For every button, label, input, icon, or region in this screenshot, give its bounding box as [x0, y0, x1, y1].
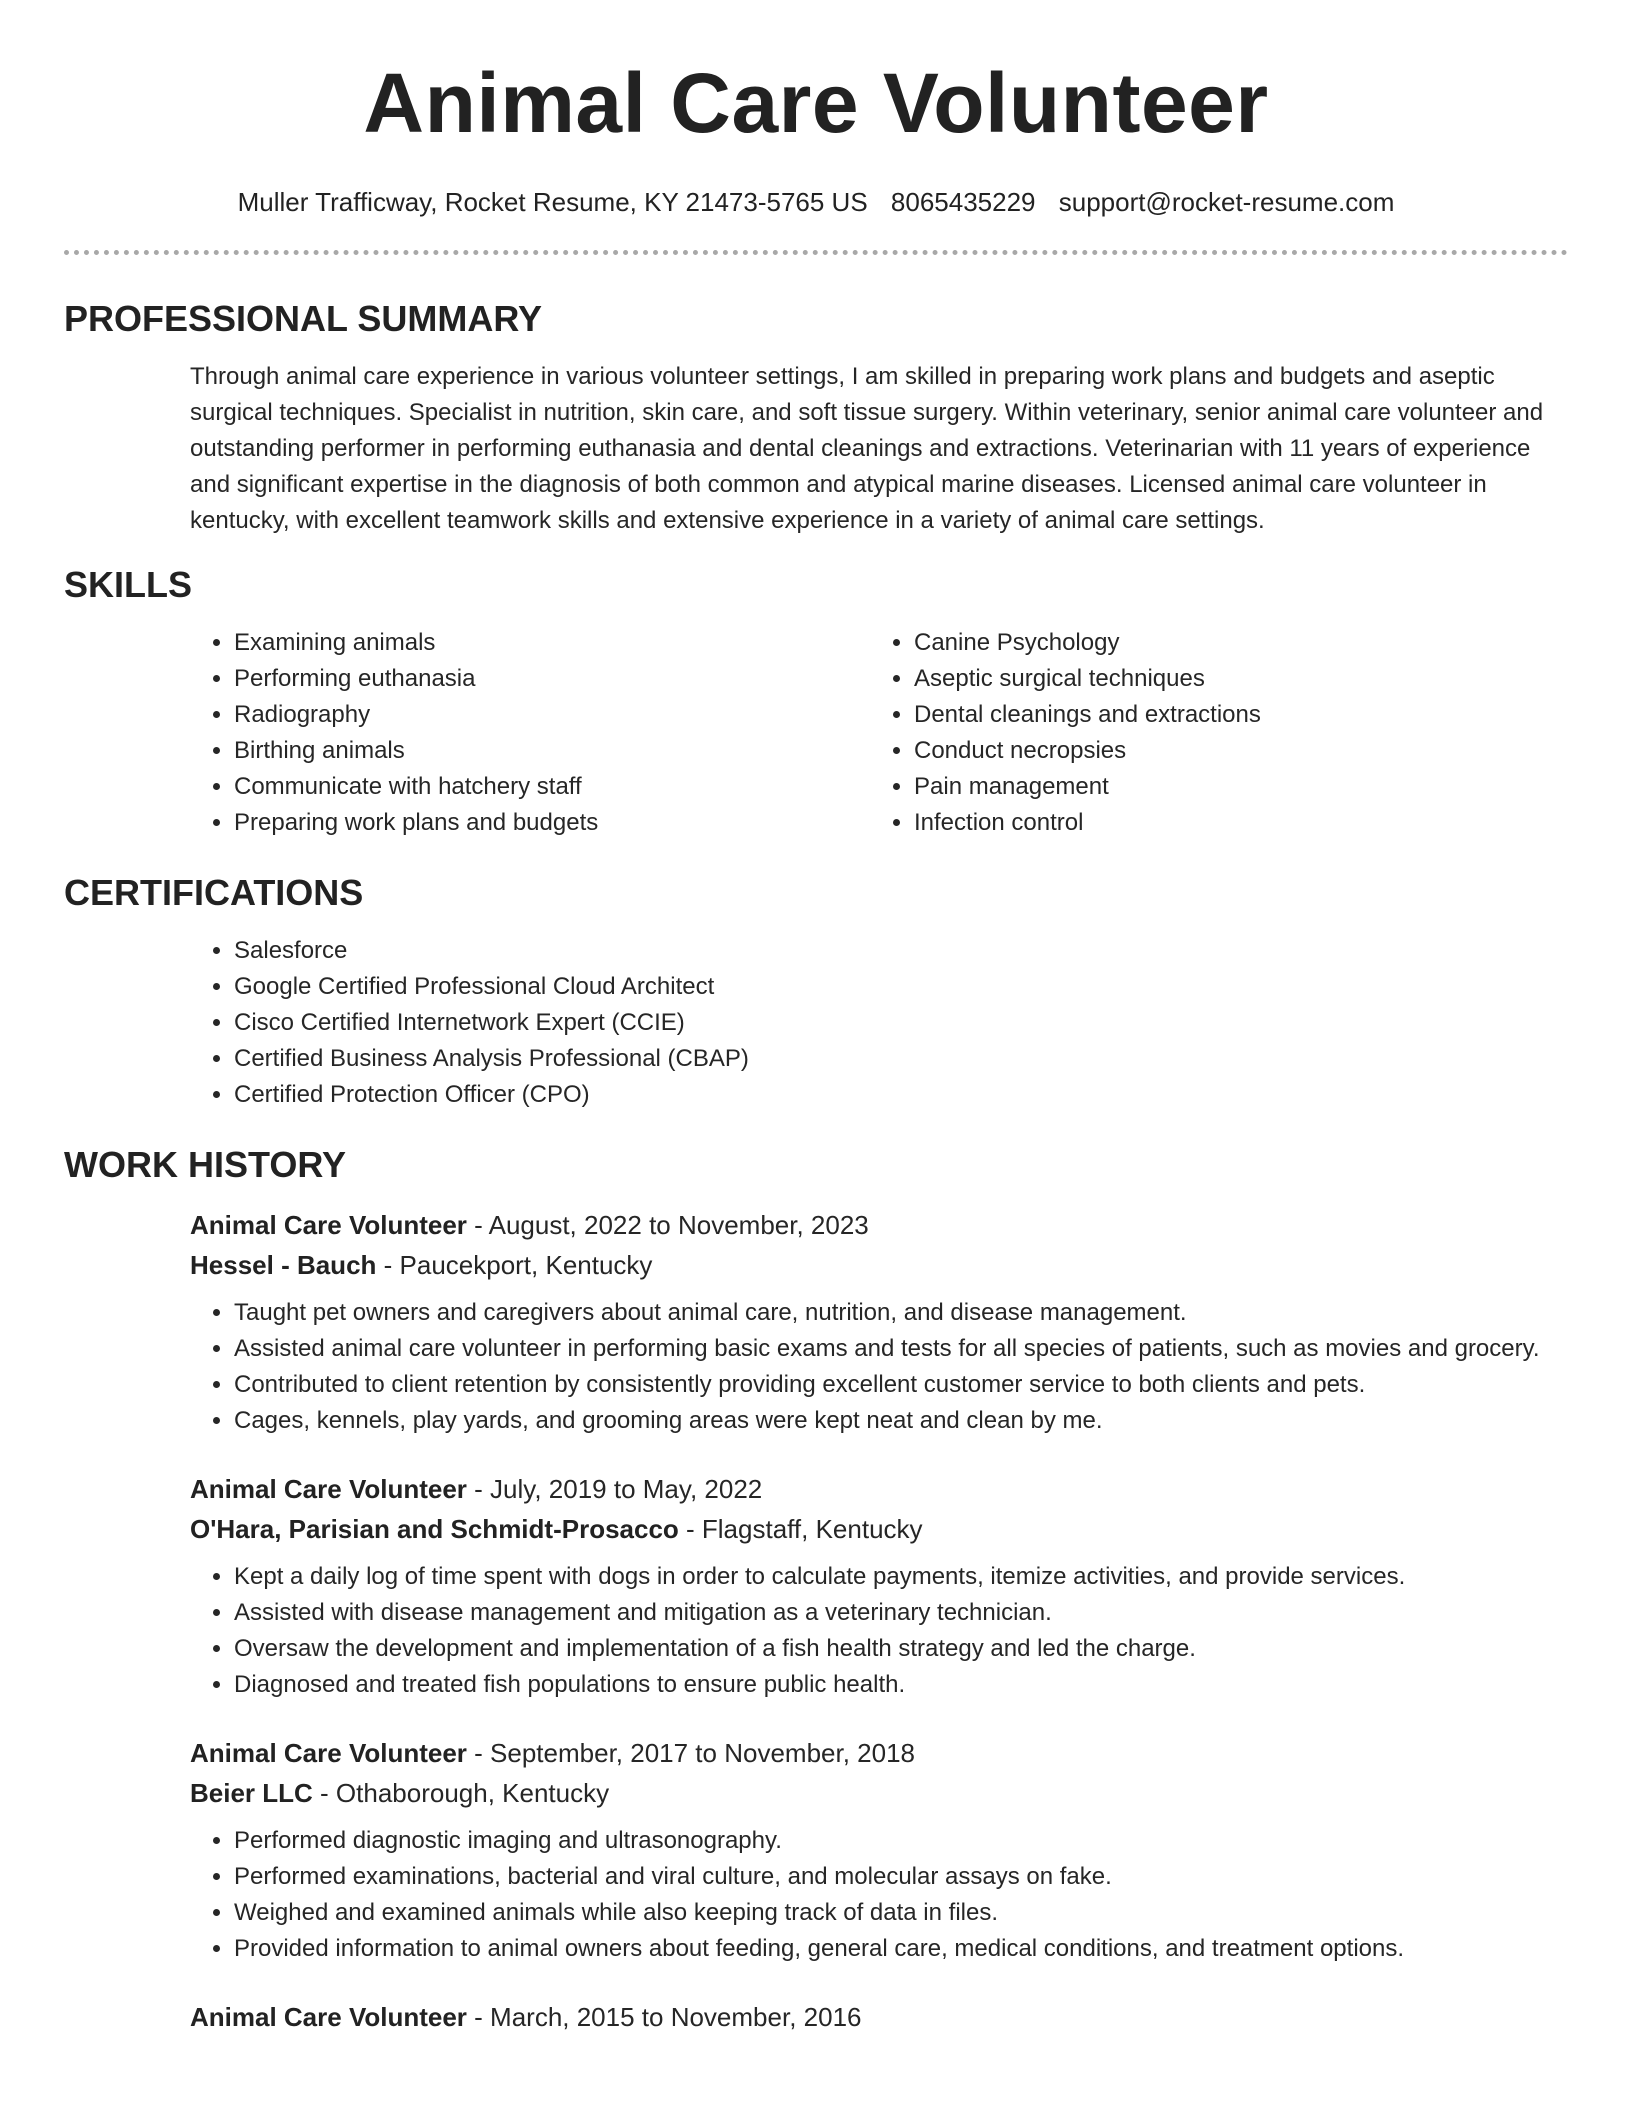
skill-item: • Pain management: [914, 769, 1550, 805]
certifications-section: [64, 871, 1568, 1113]
job-company: Hessel - Bauch: [190, 1250, 377, 1280]
job-bullet: • Provided information to animal owners about feeding, general care, medical conditions, and treatment options.: [234, 1931, 1568, 1967]
skills-grid: [190, 625, 1568, 841]
job-role: Animal Care Volunteer: [190, 1738, 467, 1768]
job-title-line: [190, 1997, 1568, 2037]
job-dates: - September, 2017 to November, 2018: [466, 1738, 915, 1768]
skills-title: SKILLS: [64, 564, 193, 605]
job-dates: - August, 2022 to November, 2023: [466, 1210, 869, 1240]
job-dates: - March, 2015 to November, 2016: [466, 2002, 862, 2032]
skill-item: • Infection control: [914, 805, 1550, 841]
skill-item: • Aseptic surgical techniques: [914, 661, 1550, 697]
job-bullets: [190, 1559, 1568, 1703]
job-dates: - July, 2019 to May, 2022: [466, 1474, 763, 1504]
job-bullets: [190, 1295, 1568, 1439]
header-divider: [64, 250, 1568, 255]
job-role: Animal Care Volunteer: [190, 2002, 467, 2032]
job-title-line: [190, 1205, 1568, 1245]
job-company: O'Hara, Parisian and Schmidt-Prosacco: [190, 1514, 679, 1544]
skill-item: • Communicate with hatchery staff: [234, 769, 870, 805]
resume-page: [64, 0, 1568, 2037]
job-company-line: [190, 1509, 1568, 1549]
skill-item: • Birthing animals: [234, 733, 870, 769]
job-title-line: [190, 1733, 1568, 1773]
job-bullet: • Taught pet owners and caregivers about animal care, nutrition, and disease management.: [234, 1295, 1568, 1331]
job-role: Animal Care Volunteer: [190, 1474, 467, 1504]
job-title-line: [190, 1469, 1568, 1509]
resume-name: Animal Care Volunteer: [363, 56, 1269, 150]
job-role: Animal Care Volunteer: [190, 1210, 467, 1240]
skill-item: • Performing euthanasia: [234, 661, 870, 697]
skills-column-right: [870, 625, 1550, 841]
summary-section: [64, 297, 1568, 539]
job-bullet: • Assisted with disease management and mitigation as a veterinary technician.: [234, 1595, 1568, 1631]
job-bullet: • Weighed and examined animals while also keeping track of data in files.: [234, 1895, 1568, 1931]
skill-item: • Radiography: [234, 697, 870, 733]
skill-item: • Preparing work plans and budgets: [234, 805, 870, 841]
job-bullet: • Performed examinations, bacterial and viral culture, and molecular assays on fake.: [234, 1859, 1568, 1895]
work-history-title: WORK HISTORY: [64, 1144, 347, 1185]
summary-text: Through animal care experience in various volunteer settings, I am skilled in preparing work plans and budgets and aseptic surgical techniques. Specialist in nutrition, skin care, and soft tissue surgery. Within veterinary, senior animal care volunteer and outstanding performer in performing euthanasia and dental cleanings and extractions. Veterinarian with 11 years of experience and significant expertise in the diagnosis of both common and atypical marine diseases. Licensed animal care volunteer in kentucky, with excellent teamwork skills and extensive experience in a variety of animal care settings.: [190, 363, 1544, 534]
certification-item: • Certified Business Analysis Professional (CBAP): [234, 1041, 1568, 1077]
contact-phone: 8065435229: [890, 187, 1036, 217]
job-entry: [190, 1997, 1568, 2037]
skill-item: • Examining animals: [234, 625, 870, 661]
contact-line: [64, 186, 1568, 218]
job-location: - Othaborough, Kentucky: [312, 1778, 610, 1808]
job-bullet: • Contributed to client retention by consistently providing excellent customer service to both clients and pets.: [234, 1367, 1568, 1403]
job-company: Beier LLC: [190, 1778, 313, 1808]
job-bullet: • Oversaw the development and implementation of a fish health strategy and led the charge.: [234, 1631, 1568, 1667]
certification-item: • Certified Protection Officer (CPO): [234, 1077, 1568, 1113]
job-bullet: • Kept a daily log of time spent with dogs in order to calculate payments, itemize activities, and provide services.: [234, 1559, 1568, 1595]
job-company-line: [190, 1245, 1568, 1285]
job-bullet: • Cages, kennels, play yards, and grooming areas were kept neat and clean by me.: [234, 1403, 1568, 1439]
skills-column-left: [190, 625, 870, 841]
summary-title: PROFESSIONAL SUMMARY: [64, 298, 543, 339]
certifications-title: CERTIFICATIONS: [64, 872, 364, 913]
certification-item: • Salesforce: [234, 933, 1568, 969]
certification-item: • Google Certified Professional Cloud Architect: [234, 969, 1568, 1005]
job-entry: [190, 1469, 1568, 1703]
job-bullets: [190, 1823, 1568, 1967]
job-company-line: [190, 1773, 1568, 1813]
job-entry: [190, 1205, 1568, 1439]
skill-item: • Canine Psychology: [914, 625, 1550, 661]
skills-section: [64, 563, 1568, 841]
job-location: - Flagstaff, Kentucky: [678, 1514, 923, 1544]
contact-email: support@rocket-resume.com: [1058, 187, 1395, 217]
certifications-list: [190, 933, 1568, 1113]
job-bullet: • Diagnosed and treated fish populations to ensure public health.: [234, 1667, 1568, 1703]
job-entry: [190, 1733, 1568, 1967]
skill-item: • Conduct necropsies: [914, 733, 1550, 769]
job-location: - Paucekport, Kentucky: [376, 1250, 653, 1280]
skill-item: • Dental cleanings and extractions: [914, 697, 1550, 733]
work-history-section: [64, 1143, 1568, 2037]
certification-item: • Cisco Certified Internetwork Expert (CCIE): [234, 1005, 1568, 1041]
job-bullet: • Assisted animal care volunteer in performing basic exams and tests for all species of patients, such as movies and grocery.: [234, 1331, 1568, 1367]
job-bullet: • Performed diagnostic imaging and ultrasonography.: [234, 1823, 1568, 1859]
contact-address: Muller Trafficway, Rocket Resume, KY 21473-5765 US: [237, 187, 868, 217]
